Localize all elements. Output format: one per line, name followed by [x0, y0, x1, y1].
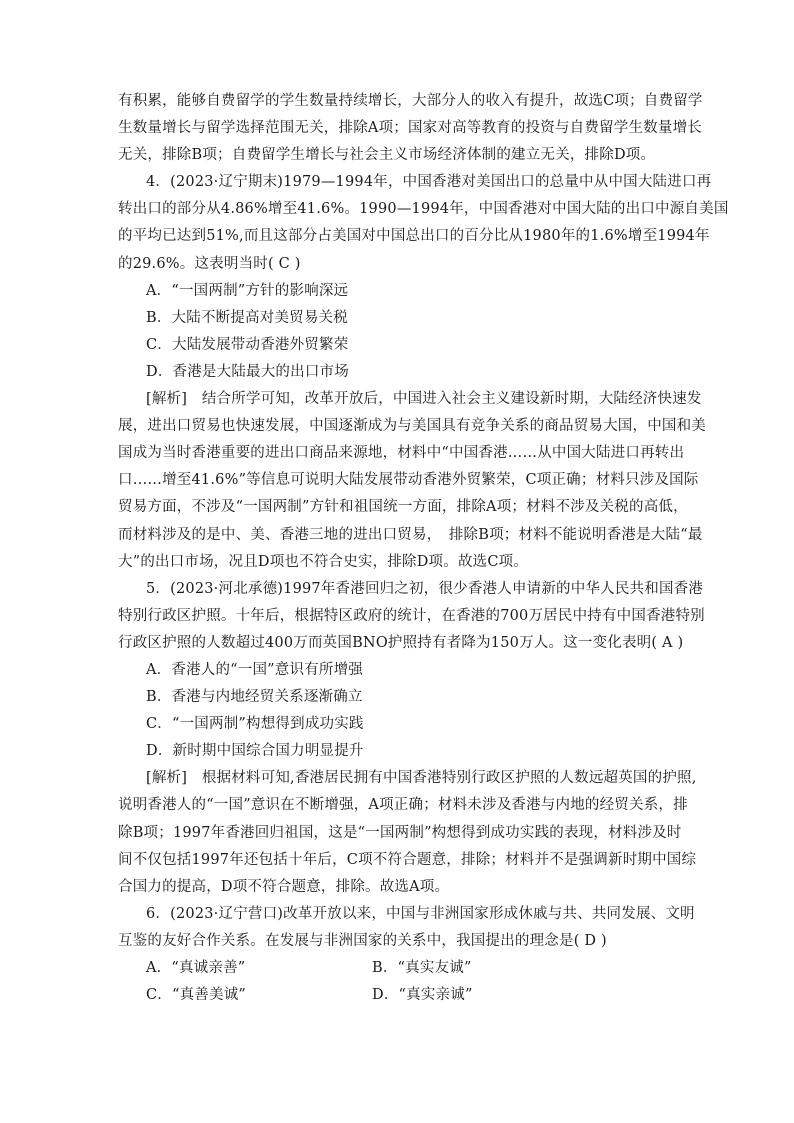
analysis-text: 而材料涉及的是中、美、香港三地的进出口贸易， 排除B项；材料不能说明香港是大陆“最 — [118, 526, 703, 543]
question-stem: 互鉴的友好合作关系。在发展与非洲国家的关系中，我国提出的理念是( D ) — [118, 932, 607, 949]
question-stem: 的平均已达到51%,而且这部分占美国对中国总出口的百分比从1980年的1.6%增至1994年 — [118, 228, 710, 245]
option-a: A．“一国两制”方针的影响深远 — [146, 282, 349, 299]
option-d: D．新时期中国综合国力明显提升 — [146, 743, 364, 760]
option-a: A．香港人的“一国”意识有所增强 — [146, 661, 363, 678]
question-stem: 4．(2023·辽宁期末)1979—1994年，中国香港对美国出口的总量中从中国大陆进口再 — [146, 174, 712, 191]
question-stem: 5．(2023·河北承德)1997年香港回归之初，很少香港人申请新的中华人民共和国香港 — [146, 580, 704, 597]
text-line: 无关，排除B项；自费留学生增长与社会主义市场经济体制的建立无关，排除D项。 — [118, 147, 656, 164]
question-stem: 行政区护照的人数超过400万而英国BNO护照持有者降为150万人。这一变化表明( A ) — [118, 634, 684, 651]
analysis-text: 说明香港人的“一国”意识在不断增强，A项正确；材料未涉及香港与内地的经贸关系，排 — [118, 797, 688, 814]
question-stem: 的29.6%。这表明当时( C ) — [118, 255, 301, 272]
analysis-text: [解析] 结合所学可知，改革开放后，中国进入社会主义建设新时期，大陆经济快速发 — [146, 391, 702, 408]
option-b: B．“真实友诚” — [372, 960, 472, 976]
analysis-text: 展，进出口贸易也快速发展，中国逐渐成为与美国具有竞争关系的商品贸易大国，中国和美 — [118, 418, 706, 435]
option-b: B．大陆不断提高对美贸易关税 — [146, 309, 348, 326]
question-4 — [118, 169, 729, 575]
question-6 — [118, 901, 695, 1009]
analysis-text: 贸易方面，不涉及“一国两制”方针和祖国统一方面，排除A项；材料不涉及关税的高低， — [118, 499, 688, 516]
option-d: D．香港是大陆最大的出口市场 — [146, 363, 349, 380]
analysis-text: 大”的出口市场，况且D项也不符合史实，排除D项。故选C项。 — [118, 553, 529, 570]
question-stem: 特别行政区护照。十年后，根据特区政府的统计，在香港的700万居民中持有中国香港特别 — [118, 607, 705, 624]
option-d: D．“真实亲诚” — [372, 987, 473, 1004]
intro-paragraph — [118, 88, 703, 169]
analysis-text: 国成为当时香港重要的进出口商品来源地，材料中“中国香港……从中国大陆进口再转出 — [118, 445, 685, 462]
analysis-text: 合国力的提高，D项不符合题意，排除。故选A项。 — [118, 878, 450, 895]
option-b: B．香港与内地经贸关系逐渐确立 — [146, 689, 363, 706]
analysis-text: 除B项；1997年香港回归祖国，这是“一国两制”构想得到成功实践的表现，材料涉及时 — [118, 824, 682, 841]
option-c: C．“真善美诚” — [146, 987, 247, 1004]
analysis-text: [解析] 根据材料可知,香港居民拥有中国香港特别行政区护照的人数远超英国的护照, — [146, 770, 697, 787]
option-c: C．“一国两制”构想得到成功实践 — [146, 716, 364, 733]
text-line: 有积累，能够自费留学的学生数量持续增长，大部分人的收入有提升，故选C项；自费留学 — [118, 93, 703, 109]
option-c: C．大陆发展带动香港外贸繁荣 — [146, 336, 349, 353]
option-a: A．“真诚亲善” — [146, 960, 246, 976]
option-row — [118, 982, 678, 1009]
question-stem: 转出口的部分从4.86%增至41.6%。1990—1994年，中国香港对中国大陆的出口中源自美国 — [118, 201, 729, 218]
document-page — [118, 88, 729, 1009]
question-5 — [118, 576, 705, 901]
option-row — [118, 955, 678, 982]
analysis-text: 口……增至41.6%”等信息可说明大陆发展带动香港外贸繁荣，C项正确；材料只涉及国际 — [118, 472, 699, 489]
text-line: 生数量增长与留学选择范围无关，排除A项；国家对高等教育的投资与自费留学生数量增长 — [118, 120, 702, 137]
question-stem: 6．(2023·辽宁营口)改革开放以来，中国与非洲国家形成休戚与共、共同发展、文明 — [146, 905, 695, 922]
analysis-text: 间不仅包括1997年还包括十年后，C项不符合题意，排除；材料并不是强调新时期中国综 — [118, 851, 697, 868]
